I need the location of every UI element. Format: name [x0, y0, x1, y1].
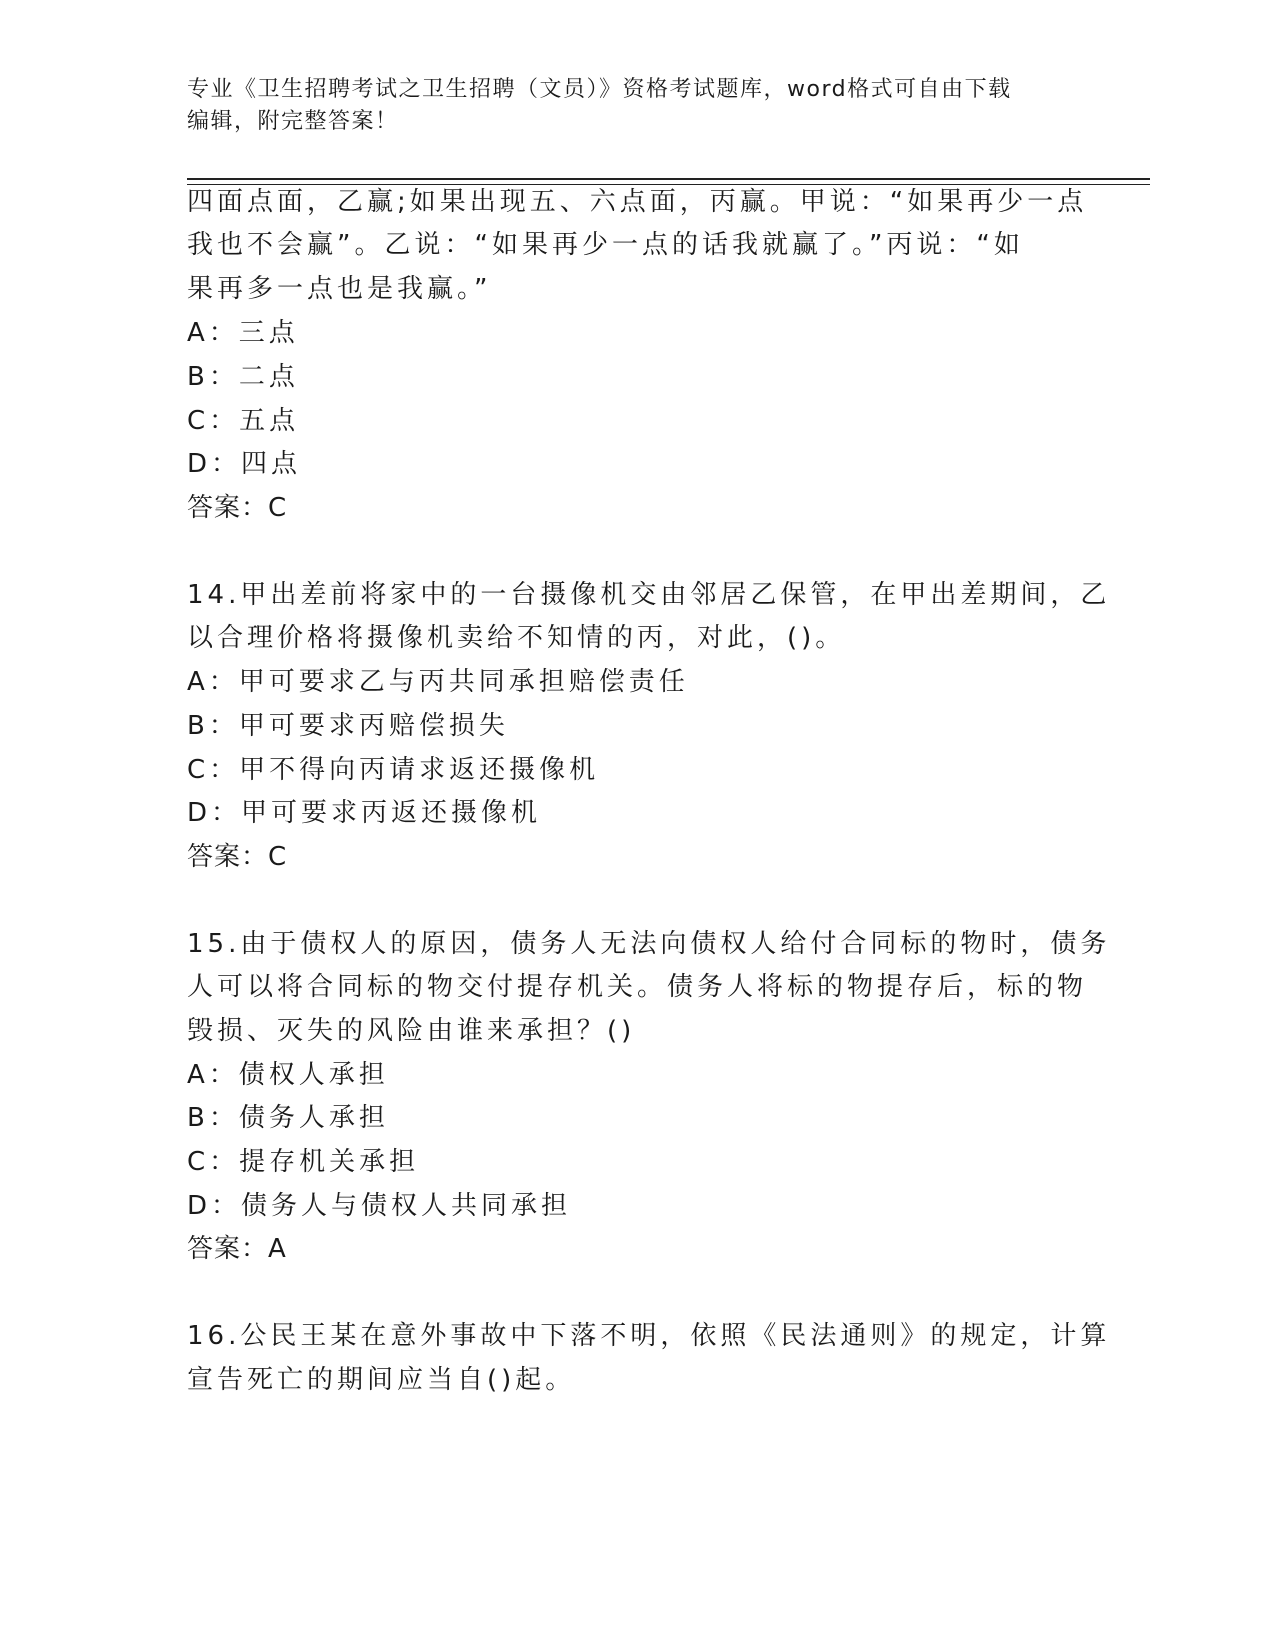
q15-option-a: A：债权人承担: [187, 1060, 389, 1090]
q14-option-c: C：甲不得向丙请求返还摄像机: [187, 755, 600, 785]
q13-option-d: D：四点: [187, 449, 302, 479]
q14-option-a: A：甲可要求乙与丙共同承担赔偿责任: [187, 667, 689, 697]
q15-answer: 答案：A: [187, 1234, 287, 1264]
q13-option-a: A：三点: [187, 318, 299, 348]
q15-option-c: C：提存机关承担: [187, 1147, 420, 1177]
q14-stem-line-1: 14.甲出差前将家中的一台摄像机交由邻居乙保管，在甲出差期间，乙: [187, 580, 1111, 610]
q15-stem-line-2: 人可以将合同标的物交付提存机关。债务人将标的物提存后，标的物: [187, 972, 1088, 1002]
q14-stem-line-2: 以合理价格将摄像机卖给不知情的丙，对此，()。: [187, 623, 846, 653]
q14-answer: 答案：C: [187, 842, 288, 872]
q15-stem-line-1: 15.由于债权人的原因，债务人无法向债权人给付合同标的物时，债务: [187, 929, 1111, 959]
q14-option-d: D：甲可要求丙返还摄像机: [187, 798, 542, 828]
q15-stem-line-3: 毁损、灭失的风险由谁来承担？(): [187, 1016, 636, 1046]
q16-stem-line-1: 16.公民王某在意外事故中下落不明，依照《民法通则》的规定，计算: [187, 1321, 1111, 1351]
q15-option-d: D：债务人与债权人共同承担: [187, 1191, 572, 1221]
q13-option-b: B：二点: [187, 362, 299, 392]
q13-stem-line-3: 果再多一点也是我赢。”: [187, 274, 492, 304]
header-line-2: 编辑，附完整答案！: [187, 109, 399, 134]
header-line-1: 专业《卫生招聘考试之卫生招聘（文员）》资格考试题库，word格式可自由下载: [187, 77, 1012, 102]
q13-stem-line-2: 我也不会赢”。乙说：“如果再少一点的话我就赢了。”丙说：“如: [187, 230, 1024, 260]
q13-answer: 答案：C: [187, 493, 288, 523]
q15-option-b: B：债务人承担: [187, 1103, 389, 1133]
q13-option-c: C：五点: [187, 406, 300, 436]
q16-stem-line-2: 宣告死亡的期间应当自()起。: [187, 1365, 576, 1395]
document-header: [187, 74, 1067, 138]
q14-option-b: B：甲可要求丙赔偿损失: [187, 711, 509, 741]
header-divider-thick: [187, 178, 1150, 180]
q13-stem-line-1: 四面点面，乙赢;如果出现五、六点面，丙赢。甲说：“如果再少一点: [187, 187, 1088, 217]
